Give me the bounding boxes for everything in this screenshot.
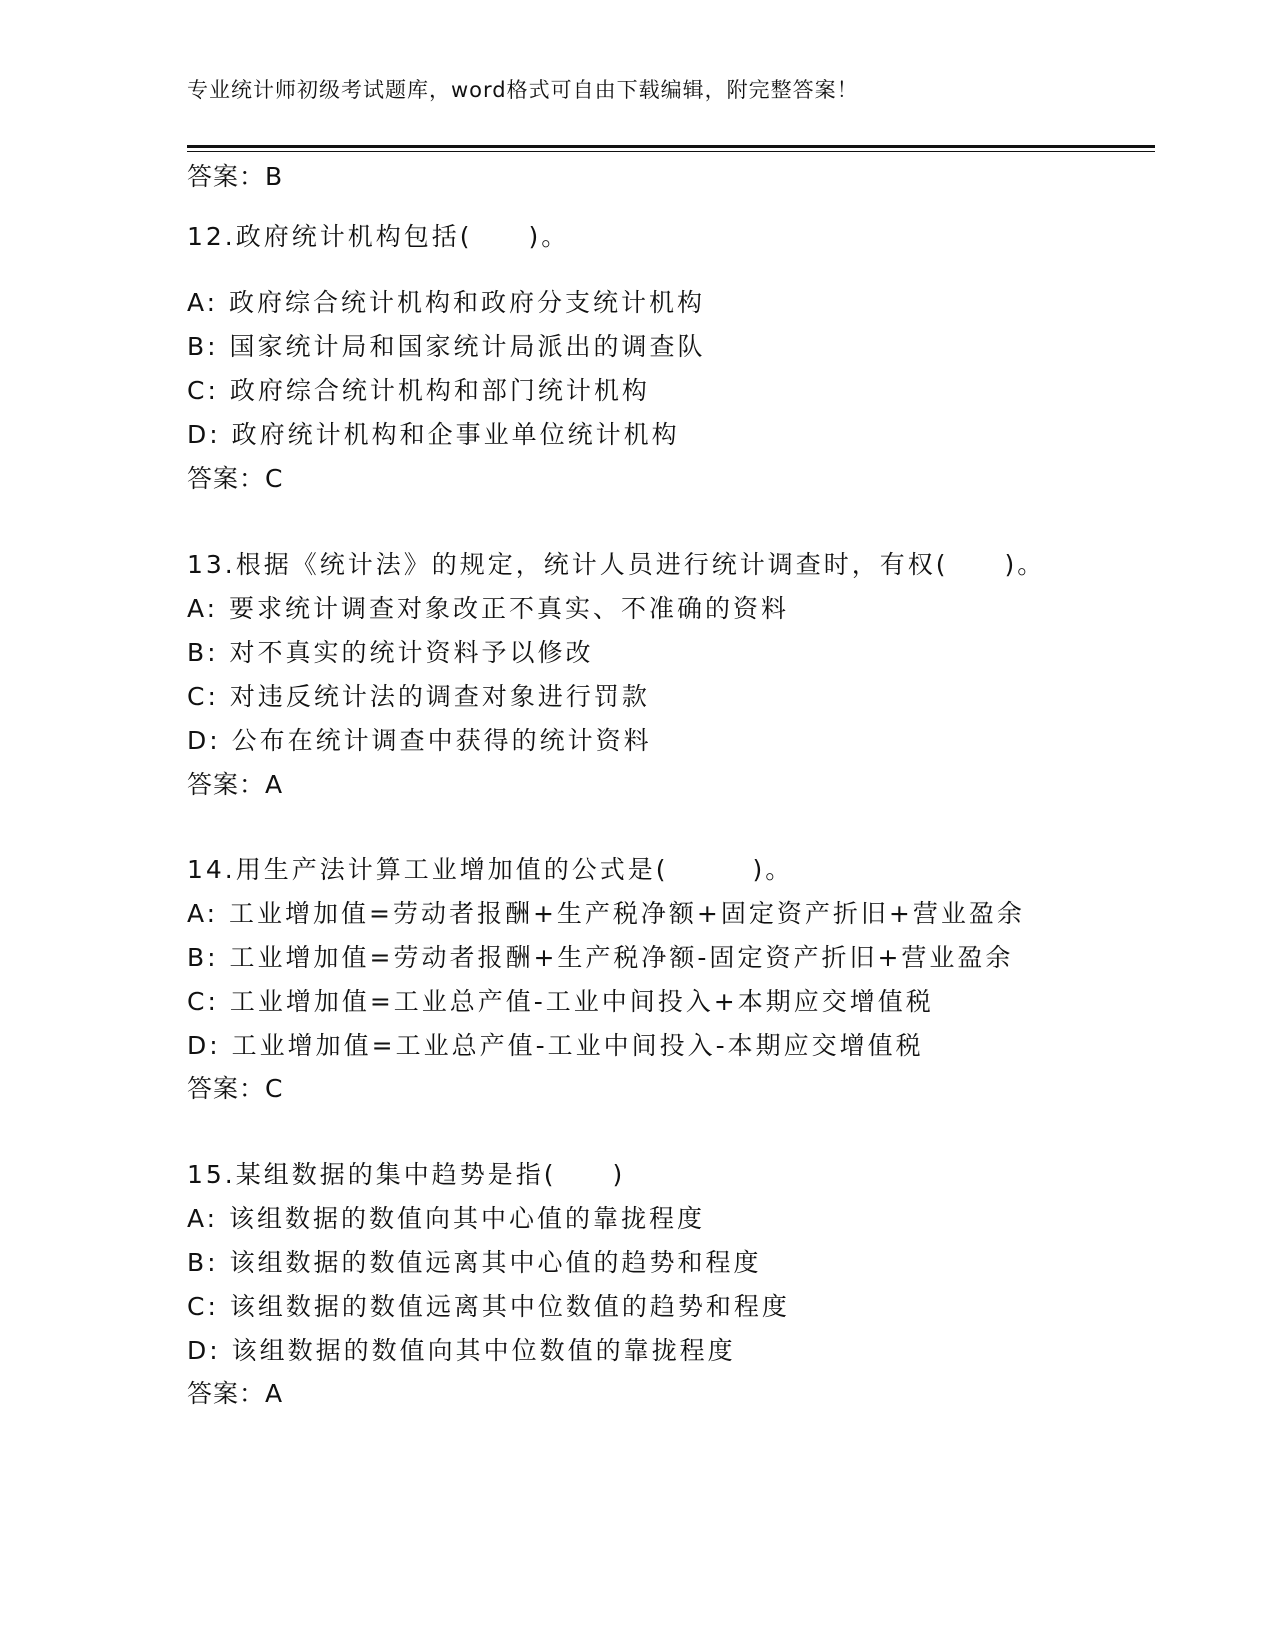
question-15-option-d: D: 该组数据的数值向其中位数值的靠拢程度 (187, 1336, 736, 1365)
question-15-answer: 答案：A (187, 1379, 284, 1408)
question-13-option-b: B: 对不真实的统计资料予以修改 (187, 638, 594, 667)
header-rule-thick (187, 145, 1155, 148)
question-14-option-b: B: 工业增加值=劳动者报酬+生产税净额-固定资产折旧+营业盈余 (187, 943, 1014, 972)
question-13-option-a: A: 要求统计调查对象改正不真实、不准确的资料 (187, 594, 790, 623)
question-15-option-a: A: 该组数据的数值向其中心值的靠拢程度 (187, 1204, 706, 1233)
question-13-option-d: D: 公布在统计调查中获得的统计资料 (187, 726, 652, 755)
previous-answer: 答案：B (187, 162, 284, 191)
question-14-answer: 答案：C (187, 1074, 284, 1103)
question-12-option-b: B: 国家统计局和国家统计局派出的调查队 (187, 332, 706, 361)
question-12-option-c: C: 政府综合统计机构和部门统计机构 (187, 376, 650, 405)
question-12-option-a: A: 政府综合统计机构和政府分支统计机构 (187, 288, 706, 317)
question-14-stem: 14.用生产法计算工业增加值的公式是( )。 (187, 855, 794, 884)
question-15-stem: 15.某组数据的集中趋势是指( ) (187, 1160, 626, 1189)
question-15-option-b: B: 该组数据的数值远离其中心值的趋势和程度 (187, 1248, 762, 1277)
question-14-option-c: C: 工业增加值=工业总产值-工业中间投入+本期应交增值税 (187, 987, 934, 1016)
question-15-option-c: C: 该组数据的数值远离其中位数值的趋势和程度 (187, 1292, 790, 1321)
page-header: 专业统计师初级考试题库，word格式可自由下载编辑，附完整答案！ (187, 78, 859, 102)
question-13-stem: 13.根据《统计法》的规定，统计人员进行统计调查时，有权( )。 (187, 550, 1046, 579)
question-12-stem: 12.政府统计机构包括( )。 (187, 222, 570, 251)
question-14-option-a: A: 工业增加值=劳动者报酬+生产税净额+固定资产折旧+营业盈余 (187, 899, 1025, 928)
question-13-answer: 答案：A (187, 770, 284, 799)
header-rule-thin (187, 151, 1155, 152)
question-13-option-c: C: 对违反统计法的调查对象进行罚款 (187, 682, 650, 711)
question-14-option-d: D: 工业增加值=工业总产值-工业中间投入-本期应交增值税 (187, 1031, 924, 1060)
question-12-answer: 答案：C (187, 464, 284, 493)
question-12-option-d: D: 政府统计机构和企事业单位统计机构 (187, 420, 680, 449)
